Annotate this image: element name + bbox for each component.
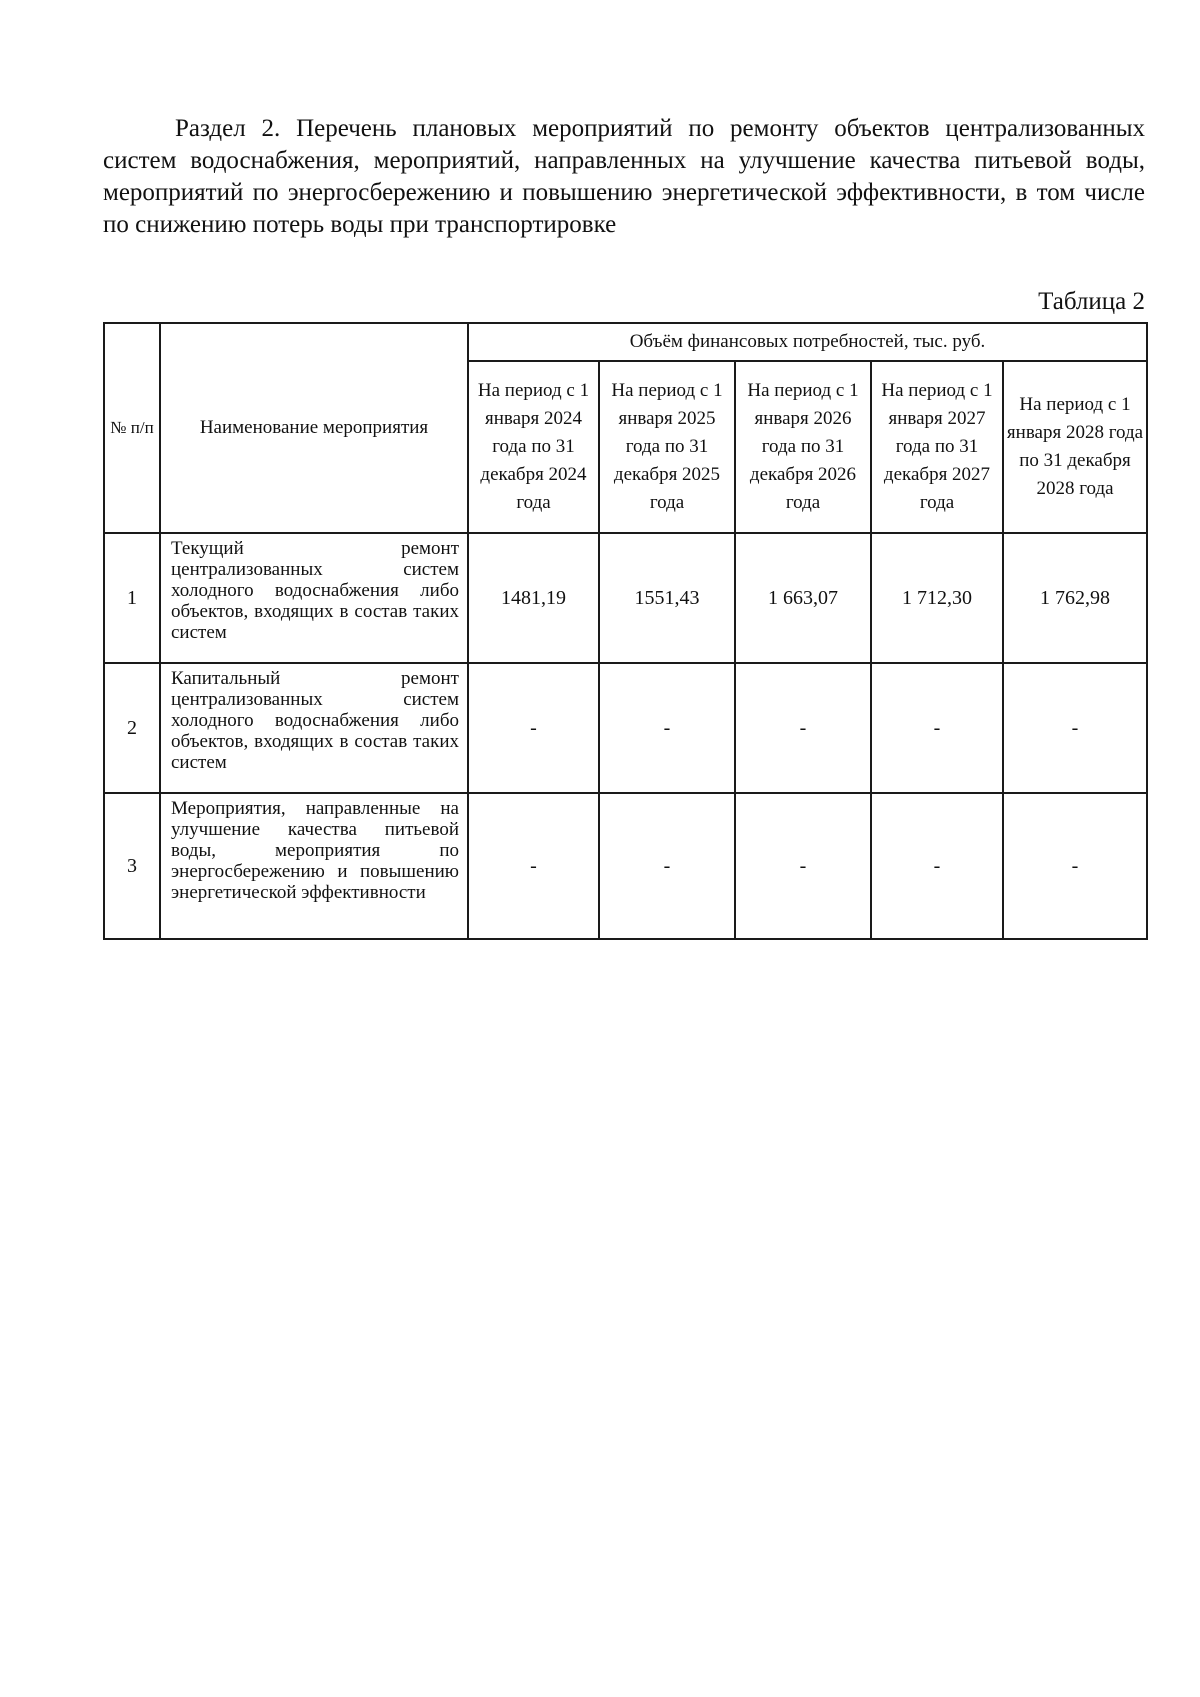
row-value-2025: - xyxy=(599,663,735,793)
table-label: Таблица 2 xyxy=(1038,288,1145,315)
header-period-2024: На период с 1 января 2024 года по 31 декабря 2024 года xyxy=(468,361,599,533)
section-heading-text: Раздел 2. Перечень плановых мероприятий по ремонту объектов централизованных систем водоснабжения, мероприятий, направленных на улучшение качества питьевой воды, мероприятий по энергосбережению и повышению энергетической эффективности, в том числе по снижению потерь воды при транспортировке xyxy=(103,115,1145,238)
financial-needs-table xyxy=(103,322,1148,940)
table-row xyxy=(104,793,1147,939)
row-value-2028: - xyxy=(1003,663,1147,793)
row-value-2026: 1 663,07 xyxy=(735,533,871,663)
row-num: 1 xyxy=(104,533,160,663)
row-name: Текущий ремонт централизованных систем холодного водоснабжения либо объектов, входящих в состав таких систем xyxy=(160,533,468,663)
row-value-2025: 1551,43 xyxy=(599,533,735,663)
table-header-row-1 xyxy=(104,323,1147,361)
row-name: Капитальный ремонт централизованных систем холодного водоснабжения либо объектов, входящих в состав таких систем xyxy=(160,663,468,793)
row-value-2024: 1481,19 xyxy=(468,533,599,663)
header-num: № п/п xyxy=(104,323,160,533)
header-period-2025: На период с 1 января 2025 года по 31 декабря 2025 года xyxy=(599,361,735,533)
section-heading xyxy=(103,113,1145,241)
row-value-2026: - xyxy=(735,663,871,793)
row-value-2027: - xyxy=(871,663,1003,793)
header-financial-group: Объём финансовых потребностей, тыс. руб. xyxy=(468,323,1147,361)
header-period-2027: На период с 1 января 2027 года по 31 декабря 2027 года xyxy=(871,361,1003,533)
table-row xyxy=(104,533,1147,663)
row-value-2024: - xyxy=(468,793,599,939)
row-value-2027: 1 712,30 xyxy=(871,533,1003,663)
row-value-2028: - xyxy=(1003,793,1147,939)
header-period-2028: На период с 1 января 2028 года по 31 декабря 2028 года xyxy=(1003,361,1147,533)
row-value-2027: - xyxy=(871,793,1003,939)
row-name: Мероприятия, направленные на улучшение качества питьевой воды, мероприятия по энергосбережению и повышению энергетической эффективности xyxy=(160,793,468,939)
table-row xyxy=(104,663,1147,793)
row-value-2024: - xyxy=(468,663,599,793)
header-period-2026: На период с 1 января 2026 года по 31 декабря 2026 года xyxy=(735,361,871,533)
row-value-2026: - xyxy=(735,793,871,939)
row-num: 2 xyxy=(104,663,160,793)
header-name: Наименование мероприятия xyxy=(160,323,468,533)
row-num: 3 xyxy=(104,793,160,939)
row-value-2028: 1 762,98 xyxy=(1003,533,1147,663)
row-value-2025: - xyxy=(599,793,735,939)
